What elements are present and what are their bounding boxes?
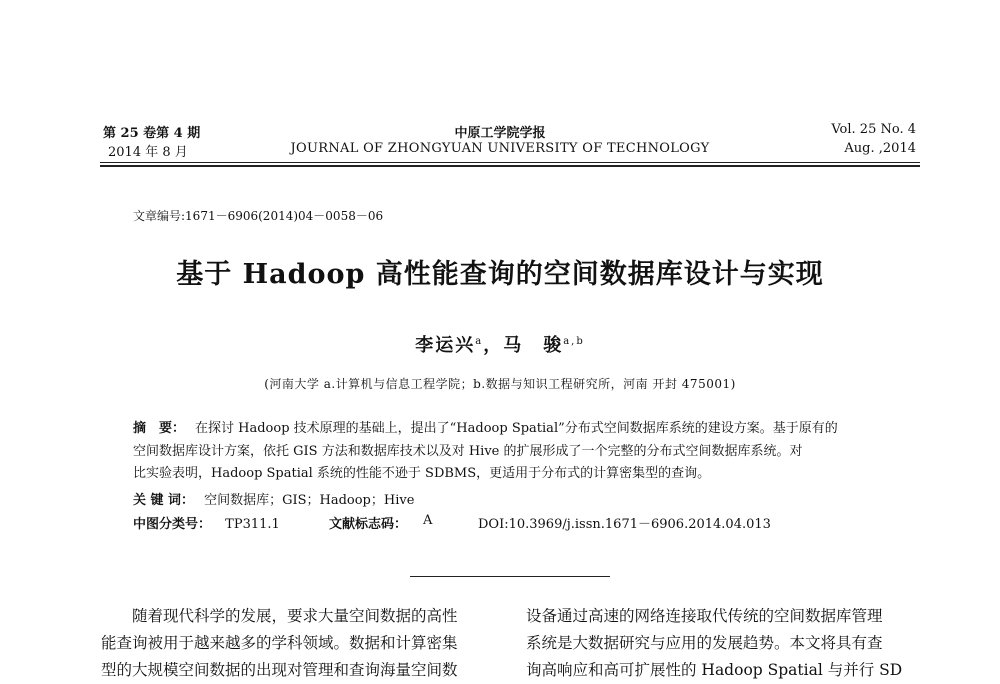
- body-line: 询高响应和高可扩展性的 Hadoop Spatial 与并行 SD: [526, 661, 903, 679]
- journal-name-en: JOURNAL OF ZHONGYUAN UNIVERSITY OF TECHNOLOGY: [290, 141, 710, 156]
- body-line: 型的大规模空间数据的出现对管理和查询海量空间数: [101, 661, 458, 679]
- volume-number-en: Vol. 25 No. 4: [831, 122, 916, 137]
- body-column-right: [526, 603, 918, 684]
- header-rule-top: [100, 162, 920, 163]
- author-separator: ，: [483, 335, 504, 356]
- author-line: [0, 331, 1000, 357]
- affiliation: (河南大学 a.计算机与信息工程学院；b.数据与知识工程研究所，河南 开封 475001): [264, 377, 736, 391]
- classification-row: [133, 513, 893, 532]
- date-en: Aug. ,2014: [844, 141, 916, 156]
- paper-title: 基于 Hadoop 高性能查询的空间数据库设计与实现: [176, 259, 824, 290]
- body-column-left: [101, 603, 493, 684]
- abstract-line: 空间数据库设计方案，依托 GIS 方法和数据库技术以及对 Hive 的扩展形成了一个完整的分布式空间数据库系统。对: [133, 443, 803, 459]
- abstract-line: 比实验表明，Hadoop Spatial 系统的性能不逊于 SDBMS，更适用于分布式的计算密集型的查询。: [133, 466, 711, 481]
- keywords-value: 空间数据库；GIS；Hadoop；Hive: [204, 493, 415, 508]
- document-code-label: 文献标志码：: [329, 517, 408, 532]
- classification-label: 中图分类号：: [133, 517, 212, 532]
- section-divider: [410, 576, 610, 577]
- classification-value: TP311.1: [225, 517, 280, 532]
- body-line: 能查询被用于越来越多的学科领域。数据和计算密集: [101, 634, 458, 652]
- author-1: 李运兴: [415, 335, 476, 356]
- author-1-affiliation-mark: a: [475, 336, 484, 347]
- document-code-value: A: [423, 513, 433, 528]
- header-rule-bottom: [100, 165, 920, 167]
- author-2: 马 骏: [503, 335, 564, 356]
- body-line: 系统是大数据研究与应用的发展趋势。本文将具有查: [526, 634, 883, 652]
- abstract-line: 摘 要： 在探讨 Hadoop 技术原理的基础上，提出了“Hadoop Spatial”分布式空间数据库系统的建设方案。基于原有的: [133, 421, 838, 436]
- doi: DOI:10.3969/j.issn.1671－6906.2014.04.013: [478, 517, 771, 532]
- body-line: 随着现代科学的发展，要求大量空间数据的高性: [101, 607, 458, 625]
- abstract-label: 摘 要：: [133, 421, 186, 436]
- body-line: 设备通过高速的网络连接取代传统的空间数据库管理: [526, 607, 883, 625]
- keywords: [133, 489, 414, 508]
- keywords-label: 关 键 词：: [133, 493, 195, 508]
- date-cn: 2014 年 8 月: [108, 145, 188, 160]
- author-2-affiliation-mark: a,b: [563, 336, 585, 347]
- volume-issue-cn: 第 25 卷第 4 期: [103, 126, 201, 141]
- abstract: [133, 418, 885, 486]
- article-number: 文章编号:1671－6906(2014)04－0058－06: [133, 209, 384, 223]
- journal-name-cn: 中原工学院学报: [454, 126, 546, 141]
